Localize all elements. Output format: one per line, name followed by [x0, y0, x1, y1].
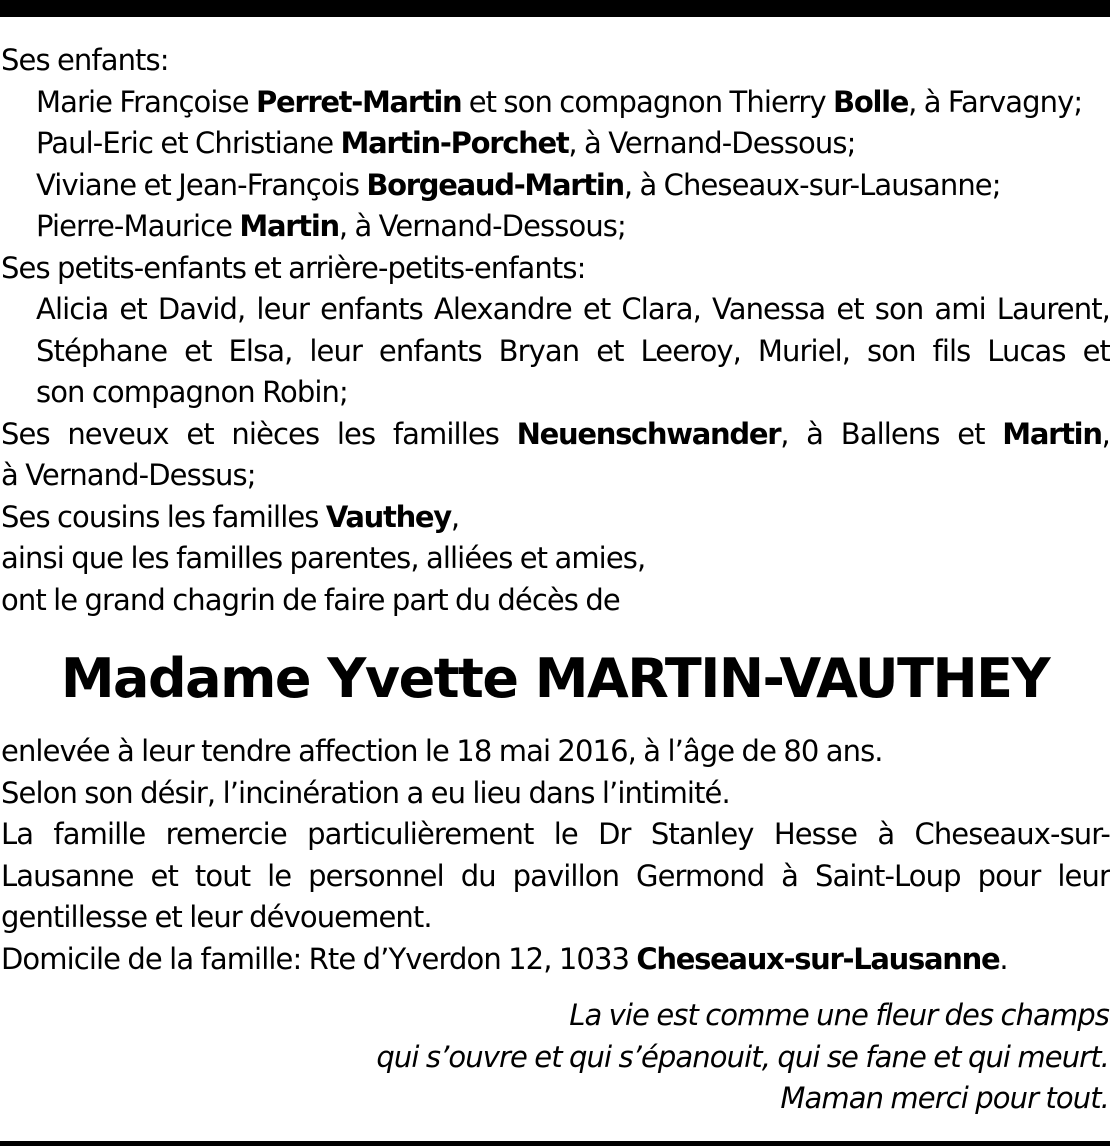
thanks-line: gentillesse et leur dévouement. [1, 900, 432, 934]
child-line: Viviane et Jean-François Borgeaud-Martin, à Cheseaux-sur-Lausanne; [36, 167, 1001, 202]
details-block [1, 731, 1110, 980]
grandchildren-heading: Ses petits-enfants et arrière-petits-enfants: [1, 250, 586, 285]
cousins-line: Ses cousins les familles Vauthey, [1, 499, 460, 534]
thanks-line: Lausanne et tout le personnel du pavillon Germond à Saint-Loup pour leur [1, 858, 1110, 893]
quote-line: Maman merci pour tout. [780, 1081, 1109, 1115]
families-line: ainsi que les familles parentes, alliées et amies, [1, 541, 646, 575]
deceased-name: Madame Yvette MARTIN-VAUTHEY [60, 647, 1050, 710]
child-line: Paul-Eric et Christiane Martin-Porchet, à Vernand-Dessous; [36, 126, 856, 160]
child-line: Pierre-Maurice Martin, à Vernand-Dessous; [36, 209, 626, 243]
family-list [1, 40, 1110, 621]
grandchildren-line: Stéphane et Elsa, leur enfants Bryan et Leeroy, Muriel, son fils Lucas et [36, 333, 1110, 368]
closing-quote [376, 995, 1109, 1120]
domicile-line: Domicile de la famille: Rte d’Yverdon 12, 1033 Cheseaux-sur-Lausanne. [1, 941, 1008, 976]
nephews-line: Ses neveux et nièces les familles Neuenschwander, à Ballens et Martin, [1, 416, 1110, 451]
top-rule [0, 0, 1110, 17]
child-line: Marie Françoise Perret-Martin et son compagnon Thierry Bolle, à Farvagny; [36, 84, 1083, 119]
announce-line: ont le grand chagrin de faire part du décès de [1, 582, 620, 617]
quote-line: qui s’ouvre et qui s’épanouit, qui se fane et qui meurt. [376, 1039, 1109, 1074]
grandchildren-line: son compagnon Robin; [36, 375, 348, 409]
children-heading: Ses enfants: [1, 43, 169, 77]
quote-line: La vie est comme une fleur des champs [569, 998, 1109, 1032]
nephews-line-2: à Vernand-Dessus; [1, 458, 256, 492]
grandchildren-line: Alicia et David, leur enfants Alexandre et Clara, Vanessa et son ami Laurent, [36, 292, 1110, 326]
cremation-line: Selon son désir, l’incinération a eu lieu dans l’intimité. [1, 775, 730, 810]
death-date-line: enlevée à leur tendre affection le 18 mai 2016, à l’âge de 80 ans. [1, 734, 883, 768]
bottom-rule [0, 1141, 1110, 1146]
thanks-line: La famille remercie particulièrement le Dr Stanley Hesse à Cheseaux-sur- [1, 817, 1110, 851]
